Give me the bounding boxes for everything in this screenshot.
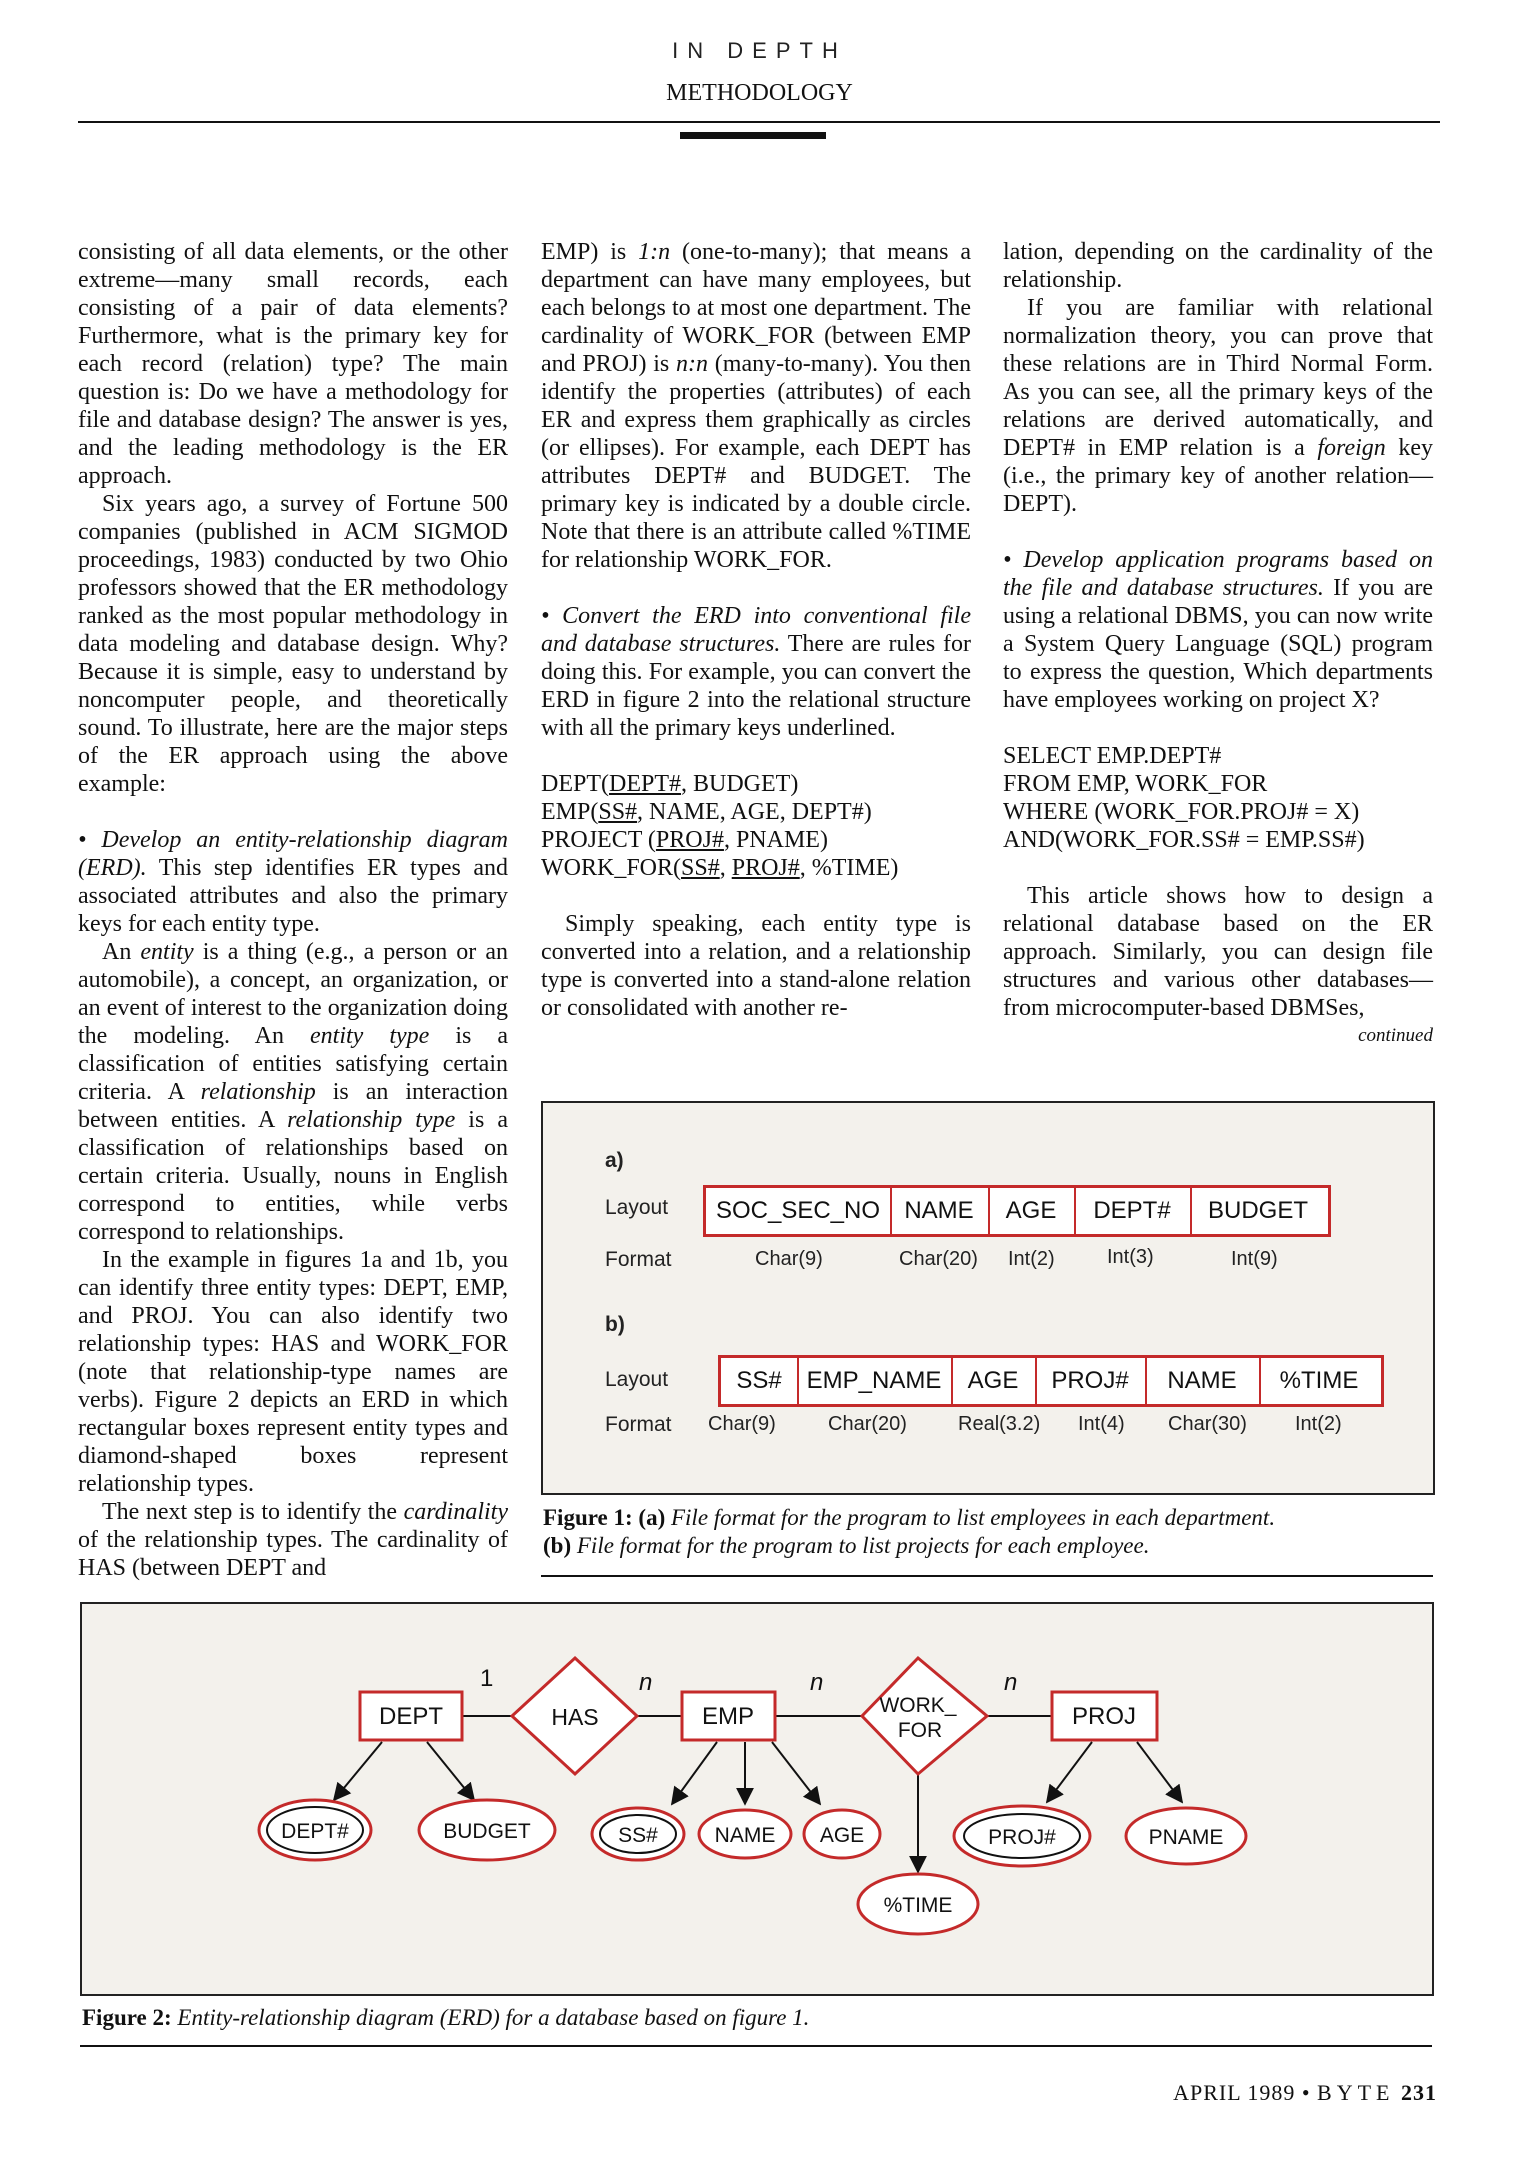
bullet-paragraph: • Develop application programs based on the file and database structures. If you are using a relational DBMS, you can now write a System Query Language (SQL) program to express the question, Which departments have employees working on project X? xyxy=(1003,547,1433,713)
section-kicker: IN DEPTH xyxy=(672,38,847,63)
bullet-paragraph: • Develop an entity-relationship diagram (ERD). This step identifies ER types and associated attributes and also the primary keys for each entity type. xyxy=(78,827,508,937)
header-rule xyxy=(78,121,1440,123)
figure-1a-label: a) xyxy=(605,1149,624,1172)
paragraph: Six years ago, a survey of Fortune 500 companies (published in ACM SIGMOD proceedings, 1983) conducted by two Ohio professors showed that the ER methodology ranked as the most popular methodology in data modeling and database design. Why? Because it is simple, easy to understand by noncomputer people, and theoretically sound. To illustrate, here are the major steps of the ER approach using the above example: xyxy=(78,491,508,797)
paragraph: This article shows how to design a relational database based on the ER approach. Similarly, you can design file structures and various other databases—from microcomputer-based DBMSes, xyxy=(1003,883,1433,1021)
attribute-label: PNAME xyxy=(1148,1826,1224,1849)
field-cell: AGE xyxy=(988,1188,1076,1234)
magazine-name: BYTE xyxy=(1317,2080,1395,2105)
field-cell: EMP_NAME xyxy=(797,1358,953,1404)
field-cell: SS# xyxy=(721,1358,799,1404)
format-label-a: Format xyxy=(605,1248,672,1271)
relationship-work-for-label-1: WORK_ xyxy=(879,1694,957,1717)
format-value: Real(3.2) xyxy=(958,1413,1041,1435)
entity-dept-label: DEPT xyxy=(378,1703,444,1730)
paragraph: The next step is to identify the cardinality of the relationship types. The cardinality of HAS (between DEPT and xyxy=(78,1499,508,1581)
paragraph: EMP) is 1:n (one-to-many); that means a department can have many employees, but each belongs to at most one department. The cardinality of WORK_FOR (between EMP and PROJ) is n:n (many-to-many). You then identify the properties (attributes) of each ER and express them graphically as circles (or ellipses). For example, each DEPT has attributes DEPT# and BUDGET. The primary key is indicated by a double circle. Note that there is an attribute called %TIME for relationship WORK_FOR. xyxy=(541,239,971,573)
layout-row-a xyxy=(703,1185,1331,1237)
format-value: Char(9) xyxy=(755,1248,823,1270)
footer-bullet: • xyxy=(1301,2080,1311,2105)
format-value: Int(2) xyxy=(1295,1413,1342,1435)
figure-1-caption: Figure 1: (a) File format for the program to list employees in each department. (b) File format for the program to list projects for each employee. xyxy=(543,1505,1276,1558)
field-cell: AGE xyxy=(951,1358,1037,1404)
field-cell: DEPT# xyxy=(1074,1188,1192,1234)
format-value: Int(3) xyxy=(1107,1246,1154,1268)
figure-1b-label: b) xyxy=(605,1313,625,1336)
page-number: 231 xyxy=(1401,2080,1437,2105)
paragraph: lation, depending on the cardinality of the relationship. xyxy=(1003,239,1433,293)
paragraph: Simply speaking, each entity type is converted into a relation, and a relationship type is converted into a stand-alone relation or consolidated with another re- xyxy=(541,911,971,1021)
figure-1-rule xyxy=(541,1575,1433,1577)
column-1 xyxy=(78,238,508,1582)
layout-row-b xyxy=(718,1355,1384,1407)
bullet-paragraph: • Convert the ERD into conventional file and database structures. There are rules for doing this. For example, you can convert the ERD in figure 2 into the relational structure with all the primary keys underlined. xyxy=(541,603,971,741)
issue-date: APRIL 1989 xyxy=(1173,2080,1296,2105)
attribute-label: PROJ# xyxy=(988,1826,1056,1849)
cardinality-label: n xyxy=(639,1669,653,1696)
field-cell: PROJ# xyxy=(1035,1358,1147,1404)
entity-proj-label: PROJ xyxy=(1071,1703,1137,1730)
bullet-lead: • Develop an entity-relationship diagram (ERD). xyxy=(78,827,508,881)
layout-label-b: Layout xyxy=(605,1368,669,1391)
section-title: METHODOLOGY xyxy=(666,80,853,106)
format-value: Char(9) xyxy=(708,1413,776,1435)
field-cell: SOC_SEC_NO xyxy=(706,1188,892,1234)
bullet-lead: • Develop application programs based on the file and database structures. xyxy=(1003,547,1433,601)
attribute-label: SS# xyxy=(618,1824,658,1847)
figure-2-rule xyxy=(80,2045,1432,2047)
format-value: Char(20) xyxy=(828,1413,907,1435)
format-value: Int(9) xyxy=(1231,1248,1278,1270)
sql-query: SELECT EMP.DEPT# FROM EMP, WORK_FOR WHERE (WORK_FOR.PROJ# = X) AND(WORK_FOR.SS# = EMP.SS#) xyxy=(1003,743,1365,853)
layout-label-a: Layout xyxy=(605,1196,669,1219)
format-value: Char(20) xyxy=(899,1248,978,1270)
cardinality-label: 1 xyxy=(480,1665,494,1692)
paragraph: In the example in figures 1a and 1b, you can identify three entity types: DEPT, EMP, and PROJ. You can also identify two relationship types: HAS and WORK_FOR (note that relationship-type names are verbs). Figure 2 depicts an ERD in which rectangular boxes represent entity types and diamond-shaped boxes represent relationship types. xyxy=(78,1247,508,1497)
erd-diagram xyxy=(82,1604,1432,1994)
paragraph: If you are familiar with relational normalization theory, you can prove that these relations are in Third Normal Form. As you can see, all the primary keys of the relations are derived automatically, and DEPT# in EMP relation is a foreign key (i.e., the primary key of another relation—DEPT). xyxy=(1003,295,1433,517)
field-cell: %TIME xyxy=(1279,1367,1359,1394)
paragraph: An entity is a thing (e.g., a person or an automobile), a concept, an organization, or an event of interest to the organization doing the modeling. An entity type is a classification of entities satisfying certain criteria. A relationship is an interaction between entities. A relationship type is a classification of relationships based on certain criteria. Usually, nouns in English correspond to entities, while verbs correspond to relationships. xyxy=(78,939,509,1245)
attribute-label: NAME xyxy=(714,1824,776,1847)
field-cell: NAME xyxy=(890,1188,990,1234)
field-cell: BUDGET xyxy=(1207,1197,1308,1224)
bullet-lead: • Convert the ERD into conventional file and database structures. xyxy=(541,603,971,657)
cardinality-label: n xyxy=(1004,1669,1018,1696)
format-value: Char(30) xyxy=(1168,1413,1247,1435)
continued-label: continued xyxy=(1358,1025,1433,1046)
relationship-has-label: HAS xyxy=(551,1704,599,1730)
entity-emp-label: EMP xyxy=(701,1703,755,1730)
column-3 xyxy=(1003,238,1433,1050)
header-rule-accent xyxy=(680,132,826,139)
column-2 xyxy=(541,238,971,1022)
figure-2-caption: Figure 2: Entity-relationship diagram (ERD) for a database based on figure 1. xyxy=(82,2005,810,2030)
paragraph: consisting of all data elements, or the other extreme—many small records, each consisting of a pair of data elements? Furthermore, what is the primary key for each record (relation) type? The main question is: Do we have a methodology for file and database design? The answer is yes, and the leading methodology is the ER approach. xyxy=(78,239,508,489)
attribute-label: %TIME xyxy=(883,1894,953,1917)
format-label-b: Format xyxy=(605,1413,672,1436)
field-cell: NAME xyxy=(1145,1358,1261,1404)
relational-schema: DEPT(DEPT#, BUDGET) EMP(SS#, NAME, AGE, DEPT#) PROJECT (PROJ#, PNAME) WORK_FOR(SS#, PROJ#, %TIME) xyxy=(541,771,899,881)
attribute-label: DEPT# xyxy=(281,1820,349,1843)
figure-2 xyxy=(80,1602,1434,1996)
page-footer xyxy=(1173,2080,1437,2106)
attribute-label: AGE xyxy=(819,1824,865,1847)
attribute-label: BUDGET xyxy=(443,1820,531,1843)
format-value: Int(2) xyxy=(1008,1248,1055,1270)
relationship-work-for-label-2: FOR xyxy=(897,1719,943,1742)
format-value: Int(4) xyxy=(1078,1413,1125,1435)
cardinality-label: n xyxy=(810,1669,824,1696)
figure-1 xyxy=(541,1101,1435,1495)
